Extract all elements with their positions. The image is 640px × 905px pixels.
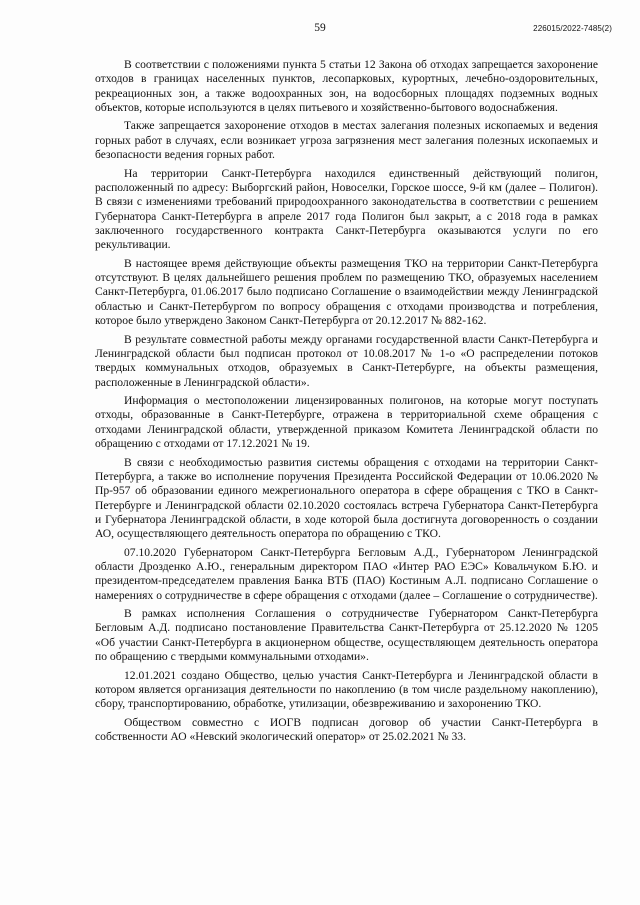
page-number: 59 — [314, 22, 326, 34]
paragraph-agreement-2017: В настоящее время действующие объекты размещения ТКО на территории Санкт-Петербурга отсутствуют. В целях дальнейшего решения проблем по размещению ТКО, образуемых населением Санкт-Петербурга, 01.06.2017 было подписано Соглашение о взаимодействии между Ленинградской областью и Санкт-Петербургом по вопросу обращения с отходами производства и потребления, которое было утверждено Законом Санкт-Петербурга от 20.12.2017 № 882-162. — [95, 256, 598, 328]
paragraph-protocol: В результате совместной работы между органами государственной власти Санкт-Петербурга и Ленинградской области был подписан протокол от 10.08.2017 № 1-о «О распределении потоков твердых коммунальных отходов, образуемых в Санкт-Петербурге, на объекты размещения, расположенные в Ленинградской области». — [95, 332, 598, 389]
paragraph-regional-operator: В связи с необходимостью развития системы обращения с отходами на территории Санкт-Петербурга, а также во исполнение поручения Президента Российской Федерации от 10.06.2020 № Пр-957 об образовании единого межрегионального оператора в сфере обращения с ТКО в Санкт-Петербурге и Ленинградской области 02.10.2020 состоялась встреча Губернатора Санкт-Петербурга и Губернатора Ленинградской области, в ходе которой была достигнута договоренность о создании АО, осуществляющего деятельность оператора по обращению с ТКО. — [95, 455, 598, 541]
case-number: 226015/2022-7485(2) — [533, 24, 612, 33]
paragraph-polygon-closure: На территории Санкт-Петербурга находился единственный действующий полигон, расположенный по адресу: Выборгский район, Новоселки, Горское шоссе, 9-й км (далее – Полигон). В связи с изменениями требований природоохранного законодательства в соответствии с решением Губернатора Санкт-Петербурга в апреле 2017 года Полигон был закрыт, а с 2018 года в рамках заключенного государственного контракта Санкт-Петербурга оказываются услуги по его рекультивации. — [95, 166, 598, 252]
paragraph-mineral-deposits: Также запрещается захоронение отходов в местах залегания полезных ископаемых и ведения горных работ в случаях, если возникает угроза загрязнения мест залегания полезных ископаемых и безопасности ведения горных работ. — [95, 119, 598, 162]
paragraph-landfill-prohibition: В соответствии с положениями пункта 5 статьи 12 Закона об отходах запрещается захоронение отходов в границах населенных пунктов, лесопарковых, курортных, лечебно-оздоровительных, рекреационных зон, а также водоохранных зон, на водосборных площадях подземных водных объектов, которые используются в целях питьевого и хозяйственно-бытового водоснабжения. — [95, 58, 598, 115]
paragraph-company-created: 12.01.2021 создано Общество, целью участия Санкт-Петербурга и Ленинградской области в котором является организация деятельности по накоплению (в том числе раздельному накоплению), сбору, транспортированию, обработке, утилизации, обезвреживанию и захоронению ТКО. — [95, 668, 598, 711]
paragraph-participation-contract: Обществом совместно с ИОГВ подписан договор об участии Санкт-Петербурга в собственности АО «Невский экологический оператор» от 25.02.2021 № 33. — [95, 715, 598, 744]
paragraph-government-decree: В рамках исполнения Соглашения о сотрудничестве Губернатором Санкт-Петербурга Бегловым А.Д. подписано постановление Правительства Санкт-Петербурга от 25.12.2020 № 1205 «Об участии Санкт-Петербурга в акционерном обществе, осуществляющем деятельность оператора по обращению с твердыми коммунальными отходами». — [95, 607, 598, 664]
document-body — [95, 58, 598, 749]
paragraph-territorial-scheme: Информация о местоположении лицензированных полигонов, на которые могут поступать отходы, образованные в Санкт-Петербурге, отражена в территориальной схеме обращения с отходами Ленинградской области, утвержденной приказом Комитета Ленинградской области по обращению с отходами от 17.12.2021 № 19. — [95, 394, 598, 451]
paragraph-cooperation-agreement: 07.10.2020 Губернатором Санкт-Петербурга Бегловым А.Д., Губернатором Ленинградской области Дрозденко А.Ю., генеральным директором ПАО «Интер РАО ЕЭС» Ковальчуком Б.Ю. и президентом-председателем правления Банка ВТБ (ПАО) Костиным А.Л. подписано Соглашение о намерениях о сотрудничестве в сфере обращения с отходами (далее – Соглашение о сотрудничестве). — [95, 545, 598, 602]
